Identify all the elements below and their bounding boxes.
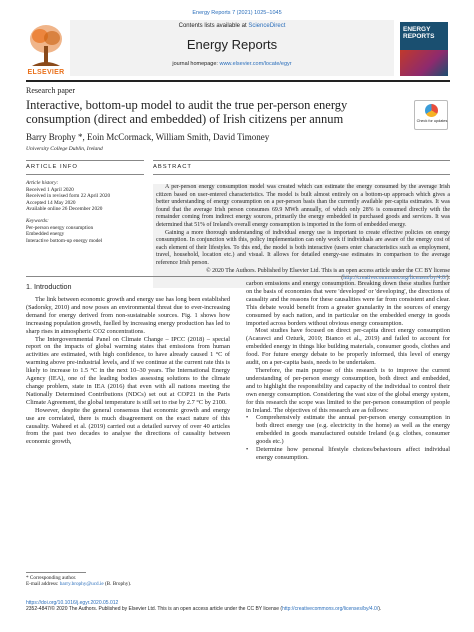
check-for-updates-button[interactable] <box>414 100 448 130</box>
body-paragraph: The link between economic growth and energy use has long been established (Sadorsky, 2010) and now poses an environmental threat due to ever-increasing demand for energy derived from non-sustainable sources. Fig. 1 shows how increasing population growth, fuelled by increasing energy production has led to sharp rises in atmospheric CO2 concentrations. <box>26 296 230 335</box>
affiliation: University College Dublin, Ireland <box>26 146 103 152</box>
list-item: • Determine how personal lifestyle choices/behaviours affect individual energy consumption. <box>246 446 450 462</box>
header-rule <box>26 80 450 82</box>
keyword-item: Per-person energy consumption <box>26 224 94 231</box>
footnote <box>26 575 230 588</box>
journal-homepage-link[interactable]: www.elsevier.com/locate/egyr <box>219 61 292 67</box>
cover-title: ENERGY REPORTS <box>403 26 435 40</box>
journal-reference[interactable]: Energy Reports 7 (2021) 1025–1045 <box>192 10 282 16</box>
author-list: Barry Brophy *, Eoin McCormack, William Smith, David Timoney <box>26 132 270 142</box>
check-updates-icon <box>425 104 438 117</box>
article-type: Research paper <box>26 86 76 95</box>
keyword-item: Interactive bottom-up energy model <box>26 237 103 244</box>
history-item: Available online 26 December 2020 <box>26 206 103 213</box>
section-heading-introduction: 1. Introduction <box>26 282 72 291</box>
keywords-heading: Keywords: <box>26 217 49 224</box>
footer-license-link[interactable]: http://creativecommons.org/licenses/by/4.0/ <box>282 606 379 613</box>
body-paragraph: However, despite the general consensus that economic growth and energy use are correlated, there is much disagreement on the exact nature of this causality. Waheed et al. (2019) carried out a detailed survey of over 40 articles from the past two decades to analyse the directions of causality between economic growth, <box>26 406 230 446</box>
history-item: Accepted 14 May 2020 <box>26 199 76 206</box>
author-email-link[interactable]: barry.brophy@ucd.ie <box>59 581 104 588</box>
journal-homepage-line: journal homepage: www.elsevier.com/locate/egyr <box>172 61 292 67</box>
article-info-rule-top <box>26 160 144 161</box>
journal-cover-image <box>400 22 448 76</box>
article-history-heading: Article history: <box>26 180 59 186</box>
history-item: Received in revised form 22 April 2020 <box>26 193 111 200</box>
body-paragraph: Most studies have focused on direct per-capita direct energy consumption (Acaravci and Ozturk, 2010; Bianco et al., 2019) and failed to account for embedded energy in things like building materials, consumer goods, clothes and food. For future energy debate to be properly informed, this level of energy audit, on a per-capita basis, needs to be undertaken. <box>246 327 450 367</box>
body-paragraph: The Intergovernmental Panel on Climate Change – IPCC (2018) – special report on the impacts of global warming states that emissions from human activities are estimated, with high confidence, to have already caused 1 °C of warming above pre-industrial levels, and if we continue at the current rate this is likely to increase to 1.5 °C in the next 10–30 years. The International Energy Agency (IEA), one of the leading bodies assessing solutions to the climate change problem, state in IEA (2016) that even with all nations meeting the Nationally Determined Contributions (NDCs) set out at COP21 in the Paris Climate Agreement, the global temperature is still set to rise by 2.7 °C by 2100. <box>26 335 230 406</box>
objectives-list <box>246 414 450 461</box>
abstract-paragraph: A per-person energy consumption model was created which can estimate the energy consumed by the average Irish citizen based on user-entered characteristics. The model is built almost entirely on a bottom-up approach which gives a better understanding of energy consumption on a per-person basis than the currently available per-capita estimates. It was found that the average Irish person consumes 69.9 MWh annually, of which only 28% is consumed directly with the remainder coming from indirect energy sources, primarily the energy embedded in purchased goods and services. It was determined that 51% of Ireland's overall energy consumption is imported in the form of embedded energy. <box>156 184 450 228</box>
corresponding-author-note: * Corresponding author. <box>26 575 77 581</box>
author-email-line: E-mail address: barry.brophy@ucd.ie (B. Brophy). <box>26 581 132 588</box>
contents-available-line: Contents lists available at ScienceDirect <box>178 23 286 29</box>
check-updates-label: Check for updates <box>416 119 448 123</box>
article-title: Interactive, bottom-up model to audit the true per-person energy consumption (direct and embedded) of Irish citizens per annum <box>26 98 348 126</box>
abstract-rule-bottom <box>153 174 450 175</box>
history-item: Received 1 April 2020 <box>26 186 74 193</box>
abstract-paragraph: Gaining a more thorough understanding of individual energy use is important to create effective policies on energy consumption. In conjunction with this, policy implementation can only work if individuals are aware of the energy cost of each element of their lifestyles. To this end, the model is both interactive (users enter characteristics such as employment, travel, household, location etc.) and visual. It allows for detailed energy-use estimates in comparison to the average reference Irish person. <box>156 229 450 266</box>
body-paragraph: carbon emissions and energy consumption. Breaking down these studies further on the basis of economies that were 'developed' or 'developing', the directions of causality and the reasons for these causalities were far from consistent and clear. This debate would benefit from a greater granularity in the sources of energy consumed by each nation, and in particular on the embedded energy in goods imported across borders without obvious energy consumption. <box>246 280 450 327</box>
body-right-column <box>246 280 450 462</box>
elsevier-wordmark: ELSEVIER <box>27 69 65 76</box>
doi-link[interactable]: https://doi.org/10.1016/j.egyr.2020.05.012 <box>26 600 119 606</box>
page-footer <box>26 600 450 612</box>
abstract-body <box>156 184 450 283</box>
elsevier-tree-logo-icon <box>26 22 66 70</box>
sciencedirect-link[interactable]: ScienceDirect <box>248 23 286 29</box>
abstract-label: ABSTRACT <box>153 164 192 170</box>
body-paragraph: Therefore, the main purpose of this research is to improve the current understanding of per-person energy consumption, both direct and embedded, and to highlight the responsibility and capacity of the individual to control their own energy consumption. Considering the vast size of the global energy system, for this research the scope was limited to the per-person consumption of people in Ireland. The objectives of this research are as follows: <box>246 366 450 414</box>
body-left-column <box>26 296 230 446</box>
article-info-rule-bottom <box>26 174 144 175</box>
cover-graphic <box>400 50 448 76</box>
journal-title: Energy Reports <box>186 37 278 52</box>
keyword-item: Embedded energy <box>26 231 65 238</box>
license-line: 2352-4847/© 2020 The Authors. Published by Elsevier Ltd. This is an open access article under the CC BY license (http://creativecommons.org/licenses/by/4.0/). <box>26 606 382 613</box>
footnote-rule <box>26 572 86 573</box>
cc-license-link[interactable]: http://creativecommons.org/licenses/by/4.0/ <box>343 275 447 282</box>
article-history <box>26 180 146 244</box>
abstract-copyright: © 2020 The Authors. Published by Elsevier Ltd. This is an open access article under the CC BY license (http://creativecommons.org/licenses/by/4.0/). <box>206 267 450 282</box>
list-item: • Comprehensively estimate the annual per-person energy consumption in both direct energy use (e.g. electricity in the home) as well as the energy embedded in goods manufactured outside Ireland (e.g. clothes, consumer goods etc.) <box>246 414 450 446</box>
body-top-rule <box>26 276 450 277</box>
article-info-label: ARTICLE INFO <box>26 164 78 170</box>
abstract-rule-top <box>153 160 450 161</box>
